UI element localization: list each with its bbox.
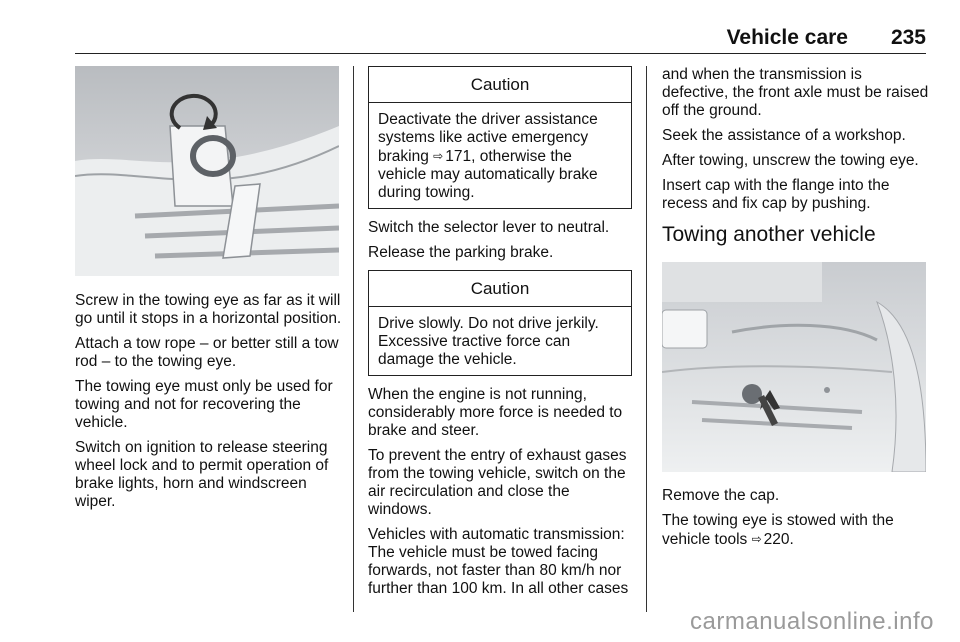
page-ref-link[interactable]: 220 <box>763 531 790 548</box>
watermark: carmanualsonline.info <box>690 608 934 635</box>
paragraph <box>662 512 930 549</box>
paragraph: Insert cap with the flange into the recess and fix cap by pushing. <box>662 177 890 212</box>
caution-text-start: Deactivate the driver assistance systems like active emergency braking <box>378 111 598 165</box>
paragraph: Attach a tow rope – or better still a tow rod – to the towing eye. <box>75 335 339 370</box>
paragraph: To prevent the entry of exhaust gases from the towing vehicle, switch on the air recirculation and close the windows. <box>368 447 627 518</box>
column-1 <box>75 292 345 518</box>
caution-box <box>368 66 632 209</box>
stowed-text-end: . <box>789 531 794 548</box>
column-divider-1 <box>353 66 354 612</box>
paragraph: After towing, unscrew the towing eye. <box>662 152 919 169</box>
caution-box <box>368 270 632 376</box>
paragraph: Vehicles with automatic transmission: The vehicle must be towed facing forwards, not faster than 80 km/h nor further than 100 km. In all other cases <box>368 526 629 597</box>
paragraph: When the engine is not running, considerably more force is needed to brake and steer. <box>368 386 623 439</box>
page-ref-arrow-icon: ⇨ <box>751 532 762 546</box>
caution-text-end: , otherwise the vehicle may automatically brake during towing. <box>378 148 598 201</box>
caution-heading: Caution <box>369 67 631 103</box>
caution-heading: Caution <box>369 271 631 307</box>
caution-text <box>369 103 631 208</box>
paragraph: Release the parking brake. <box>368 244 554 261</box>
page-ref-arrow-icon: ⇨ <box>433 149 444 163</box>
column-2 <box>368 66 632 605</box>
paragraph: Remove the cap. <box>662 487 780 504</box>
column-3 <box>662 66 930 256</box>
page-number: 235 <box>890 26 926 49</box>
running-header-title: Vehicle care <box>726 26 848 49</box>
caution-text: Drive slowly. Do not drive jerkily. Excessive tractive force can damage the vehicle. <box>378 315 599 368</box>
stowed-text: The towing eye is stowed with the vehicle tools <box>662 512 894 548</box>
figure-rear-towing-eye <box>662 262 926 472</box>
section-heading: Towing another vehicle <box>662 223 876 246</box>
page-ref-link[interactable]: 171 <box>445 148 472 165</box>
paragraph: The towing eye must only be used for towing and not for recovering the vehicle. <box>75 378 333 431</box>
column-divider-2 <box>646 66 647 612</box>
paragraph: and when the transmission is defective, the front axle must be raised off the ground. <box>662 66 929 119</box>
column-3-lower <box>662 487 930 556</box>
header-rule <box>75 53 926 54</box>
paragraph: Switch on ignition to release steering wheel lock and to permit operation of brake lights, horn and windscreen wiper. <box>75 439 329 510</box>
paragraph: Switch the selector lever to neutral. <box>368 219 610 236</box>
paragraph: Screw in the towing eye as far as it will go until it stops in a horizontal position. <box>75 292 342 327</box>
figure-front-towing-eye <box>75 66 339 276</box>
paragraph: Seek the assistance of a workshop. <box>662 127 906 144</box>
